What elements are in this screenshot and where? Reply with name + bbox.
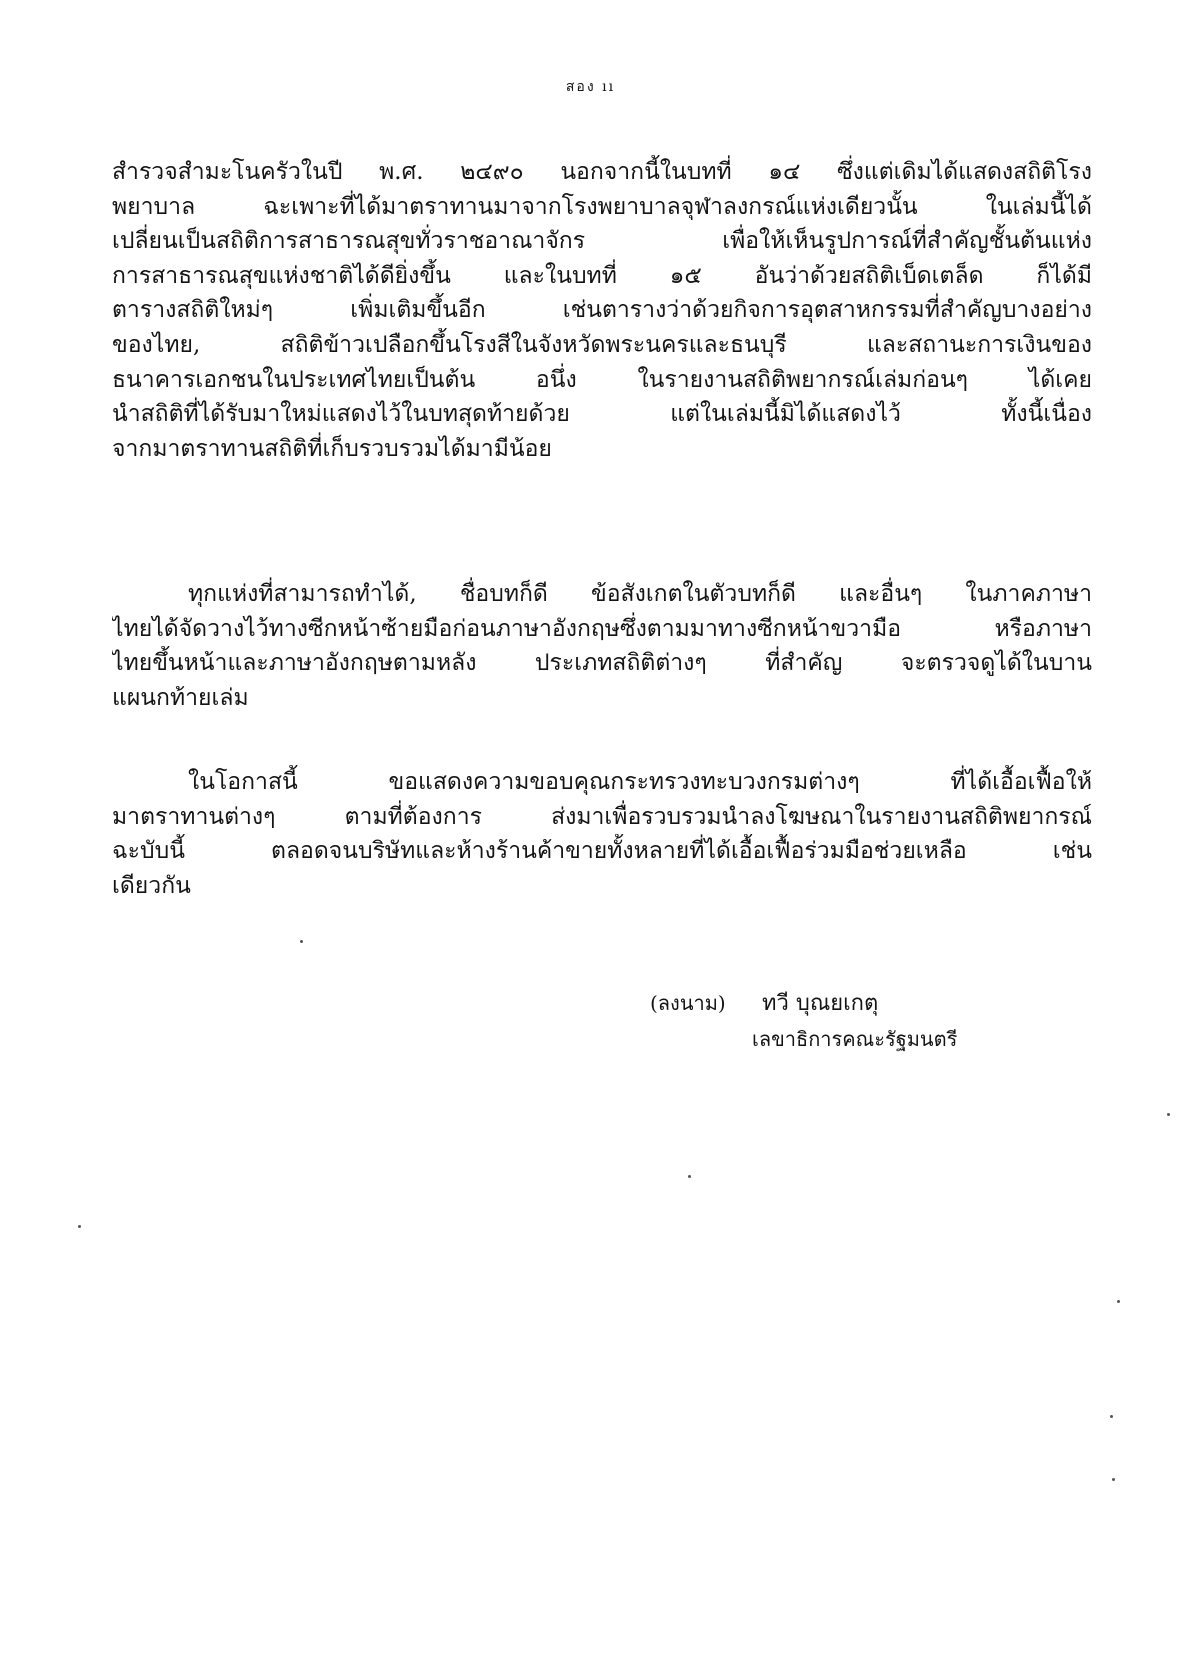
scan-speck bbox=[1167, 1113, 1170, 1116]
paragraph-line: ไทยได้จัดวางไว้ทางซีกหน้าซ้ายมือก่อนภาษาอังกฤษซึ่งตามมาทางซีกหน้าขวามือ หรือภาษา bbox=[112, 615, 1092, 642]
paragraph-line: ไทยขึ้นหน้าและภาษาอังกฤษตามหลัง ประเภทสถิติต่างๆ ที่สำคัญ จะตรวจดูได้ในบาน bbox=[112, 650, 1092, 677]
paragraph-line: ฉะบับนี้ ตลอดจนบริษัทและห้างร้านค้าขายทั้งหลายที่ได้เอื้อเฟื้อร่วมมือช่วยเหลือ เช่น bbox=[112, 838, 1092, 865]
paragraph-2 bbox=[112, 577, 1092, 715]
paragraph-line: มาตราทานต่างๆ ตามที่ต้องการ ส่งมาเพื่อรวบรวมนำลงโฆษณาในรายงานสถิติพยากรณ์ bbox=[112, 803, 1092, 830]
scan-speck bbox=[300, 940, 303, 943]
paragraph-line: สำรวจสำมะโนครัวในปี พ.ศ. ๒๔๙๐ นอกจากนี้ในบทที่ ๑๔ ซึ่งแต่เดิมได้แสดงสถิติโรง bbox=[112, 159, 1092, 185]
scan-speck bbox=[1112, 1478, 1115, 1481]
scan-speck bbox=[78, 1225, 81, 1228]
page-number: สอง ıı bbox=[565, 79, 616, 95]
scan-speck bbox=[1110, 1415, 1113, 1418]
paragraph-line: นำสถิติที่ได้รับมาใหม่แสดงไว้ในบทสุดท้ายด้วย แต่ในเล่มนี้มิได้แสดงไว้ ทั้งนี้เนื่อง bbox=[112, 401, 1092, 428]
scan-speck bbox=[688, 1175, 691, 1178]
paragraph-line: ธนาคารเอกชนในประเทศไทยเป็นต้น อนึ่ง ในรายงานสถิติพยากรณ์เล่มก่อนๆ ได้เคย bbox=[112, 366, 1092, 393]
signature-label: (ลงนาม) bbox=[650, 991, 726, 1015]
paragraph-3 bbox=[112, 765, 1092, 903]
paragraph-line: ในโอกาสนี้ ขอแสดงความขอบคุณกระทรวงทะบวงกรมต่างๆ ที่ได้เอื้อเฟื้อให้ bbox=[188, 769, 1092, 795]
paragraph-line: ตารางสถิติใหม่ๆ เพิ่มเติมขึ้นอีก เช่นตารางว่าด้วยกิจการอุตสาหกรรมที่สำคัญบางอย่าง bbox=[112, 297, 1092, 324]
signature-block bbox=[650, 985, 957, 1055]
paragraph-line: จากมาตราทานสถิติที่เก็บรวบรวมได้มามีน้อย bbox=[112, 435, 552, 462]
scan-speck bbox=[1117, 1300, 1120, 1303]
paragraph-line: ของไทย, สถิติข้าวเปลือกขึ้นโรงสีในจังหวัดพระนครและธนบุรี และสถานะการเงินของ bbox=[112, 331, 1092, 358]
paragraph-line: เปลี่ยนเป็นสถิติการสาธารณสุขทั่วราชอาณาจักร เพื่อให้เห็นรูปการณ์ที่สำคัญชั้นต้นแห่ง bbox=[112, 228, 1092, 255]
paragraph-line: การสาธารณสุขแห่งชาติได้ดียิ่งขึ้น และในบทที่ ๑๕ อันว่าด้วยสถิติเบ็ดเตล็ด ก็ได้มี bbox=[112, 262, 1092, 289]
paragraph-1 bbox=[112, 155, 1092, 466]
paragraph-line: แผนกท้ายเล่ม bbox=[112, 684, 249, 711]
paragraph-line: เดียวกัน bbox=[112, 872, 191, 899]
paragraph-line: ทุกแห่งที่สามารถทำได้, ชื่อบทก็ดี ข้อสังเกตในตัวบทก็ดี และอื่นๆ ในภาคภาษา bbox=[188, 581, 1092, 607]
signatory-title: เลขาธิการคณะรัฐมนตรี bbox=[752, 1027, 958, 1051]
signatory-name: ทวี บุณยเกตุ bbox=[762, 991, 879, 1016]
paragraph-line: พยาบาล ฉะเพาะที่ได้มาตราทานมาจากโรงพยาบาลจุฬาลงกรณ์แห่งเดียวนั้น ในเล่มนี้ได้ bbox=[112, 193, 1092, 220]
